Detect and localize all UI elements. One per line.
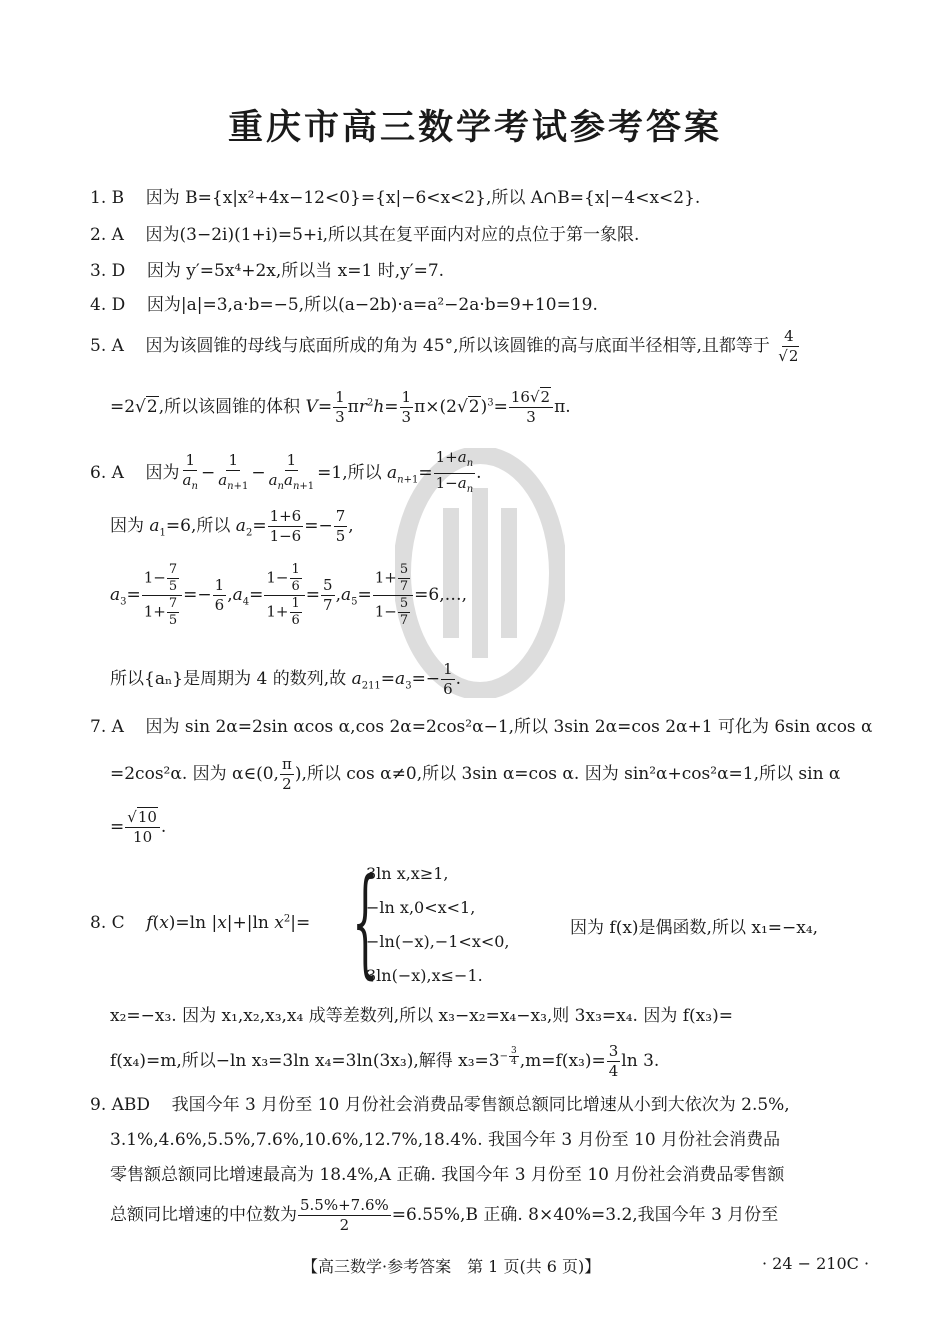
answer-8-label-line: 8. C f(x)=ln |x|+|ln $x^2|=$: [90, 913, 311, 933]
answer-6-line-3: $a_3=$ 1− $\frac{7}{5}$ 1+ $\frac{7}{5}$ =− $\frac{1}{6}$ $,a_4=$ 1− $\frac{1}{6}$ 1+ $\frac{1}{6}$ = $\frac{5}{7}$ $,a_5=$ 1+ $\frac{5}{7}$ 1− $\frac{5}{7}$ =6,…,: [110, 562, 468, 628]
answer-6-lead: 因为: [145, 463, 180, 483]
answer-2: [90, 220, 639, 245]
answer-2-text: 因为(3−2i)(1+i)=5+i,所以其在复平面内对应的点位于第一象限.: [145, 225, 640, 245]
answer-6-then: ,所以: [342, 463, 382, 483]
answer-1: [90, 183, 700, 208]
answer-5-line-2: =2√2,所以该圆锥的体积 V= $\frac{1}{3}$ $\pi r^2h=$ $\frac{1}{3}$ $\pi\times(2√2)^3=$ $\frac{16√2}{3}$ π.: [110, 388, 571, 426]
answer-1-text: 因为 B={x|x²+4x−12<0}={x|−6<x<2},所以 A∩B={x|−4<x<2}.: [145, 188, 701, 208]
answer-5-text-1: 因为该圆锥的母线与底面所成的角为 45°,所以该圆锥的高与底面半径相等,且都等于: [145, 336, 770, 356]
answer-6-label: 6. A: [90, 463, 124, 483]
answer-8-after: 因为 f(x)是偶函数,所以 x₁=−x₄,: [570, 918, 819, 938]
answer-6-period-text: 所以{aₙ}是周期为 4 的数列,故: [110, 669, 347, 689]
answer-8-line-3-b: ,m=f(x₃)=: [519, 1051, 606, 1071]
answer-3-label: 3. D: [90, 261, 126, 281]
piecewise-case-2: −ln x,0<x<1,: [366, 898, 476, 917]
answer-7-line-3: = $\frac{√10}{10}$ .: [110, 808, 167, 846]
answer-6-line-2-a: 因为: [110, 516, 144, 536]
answer-9-line-4-a: 总额同比增速的中位数为: [110, 1205, 297, 1225]
footer-page-info: 【高三数学·参考答案 第 1 页(共 6 页)】: [302, 1257, 601, 1276]
answer-9-line-4: 总额同比增速的中位数为 $\frac{5.5\%+7.6\%}{2}$ =6.55%,B 正确. 8×40%=3.2,我国今年 3 月份至: [110, 1196, 779, 1234]
answer-7-line-1: [90, 712, 873, 737]
fraction: $\frac{4}{√2}$: [778, 327, 799, 365]
answer-9-text-1: 我国今年 3 月份至 10 月份社会消费品零售额总额同比增速从小到大依次为 2.5%,: [171, 1095, 790, 1115]
answer-4-label: 4. D: [90, 295, 126, 315]
answer-7-text-2-b: ),所以 cos α≠0,所以 3sin α=cos α. 因为 sin²α+cos²α=1,所以 sin α: [294, 764, 841, 784]
piecewise-brace: {: [352, 852, 379, 990]
answer-7-label: 7. A: [90, 717, 124, 737]
answer-7-text-1: 因为 sin 2α=2sin αcos α,cos 2α=2cos²α−1,所以 3sin 2α=cos 2α+1 可化为 6sin αcos α: [145, 717, 873, 737]
answer-9-line-4-b: =6.55%,B 正确. 8×40%=3.2,我国今年 3 月份至: [391, 1205, 779, 1225]
piecewise-case-1: 3ln x,x≥1,: [366, 864, 449, 883]
answer-5-line-1: [90, 327, 802, 366]
piecewise-case-4: 3ln(−x),x≤−1.: [366, 966, 483, 985]
answer-5-label: 5. A: [90, 336, 124, 356]
answer-9-line-2: 3.1%,4.6%,5.5%,7.6%,10.6%,12.7%,18.4%. 我国今年 3 月份至 10 月份社会消费品: [110, 1130, 781, 1150]
answer-8-line-3-c: ln 3.: [621, 1051, 660, 1071]
answer-9-line-3: 零售额总额同比增速最高为 18.4%,A 正确. 我国今年 3 月份至 10 月份社会消费品零售额: [110, 1165, 785, 1185]
answer-3: [90, 256, 444, 281]
answer-8-line-3: f(x₄)=m,所以−ln x₃=3ln x₄=3ln(3x₃),解得 $x_3=3^{- \frac{3}{4}}$ ,m=f(x₃)= $\frac{3}{4}$ ln 3.: [110, 1042, 660, 1080]
answer-6-line-1: 6. A 因为 $\frac{1}{a_n}$ − $\frac{1}{a_{n+1}}$ − 1 $a_na_{n+1}$ =1,所以 $a_{n+1}=$ $\frac{1+a_n}{1-a_n}$ .: [90, 448, 482, 495]
answer-9-label: 9. ABD: [90, 1095, 151, 1115]
answer-5-text-2: ,所以该圆锥的体积: [158, 397, 301, 417]
answer-7-line-2: =2cos²α. 因为 α∈(0, $\frac{\pi}{2}$ ),所以 cos α≠0,所以 3sin α=cos α. 因为 sin²α+cos²α=1,所以 sin α: [110, 755, 841, 793]
footer-code: · 24 − 210C ·: [762, 1254, 870, 1273]
answer-6-line-2-b: ,所以: [190, 516, 231, 536]
answer-8-label: 8. C: [90, 913, 125, 933]
answer-9-line-1: [90, 1090, 790, 1115]
answer-4-text: 因为|a|=3,a·b=−5,所以(a−2b)·a=a²−2a·b=9+10=19.: [146, 295, 598, 315]
answer-7-text-2-a: =2cos²α. 因为 α∈(0,: [110, 764, 279, 784]
answer-1-label: 1. B: [90, 188, 125, 208]
answer-8-line-2: x₂=−x₃. 因为 x₁,x₂,x₃,x₄ 成等差数列,所以 x₃−x₂=x₄−x₃,则 3x₃=x₄. 因为 f(x₃)=: [110, 1006, 733, 1026]
answer-6-line-2: 因为 $a_1=6$,所以 $a_2=$ $\frac{1+6}{1-6}$ =− $\frac{7}{5}$ ,: [110, 507, 354, 545]
page-title: 重庆市高三数学考试参考答案: [227, 108, 722, 148]
answer-4: [90, 290, 598, 315]
answer-2-label: 2. A: [90, 225, 124, 245]
answer-8-line-3-a: f(x₄)=m,所以−ln x₃=3ln x₄=3ln(3x₃),解得 x₃=3: [110, 1051, 500, 1071]
piecewise-case-3: −ln(−x),−1<x<0,: [366, 932, 510, 951]
answer-6-line-4: 所以{aₙ}是周期为 4 的数列,故 $a_{211}=a_3=-$ $\frac{1}{6}$ .: [110, 660, 462, 698]
answer-3-text: 因为 y′=5x⁴+2x,所以当 x=1 时,y′=7.: [146, 261, 445, 281]
